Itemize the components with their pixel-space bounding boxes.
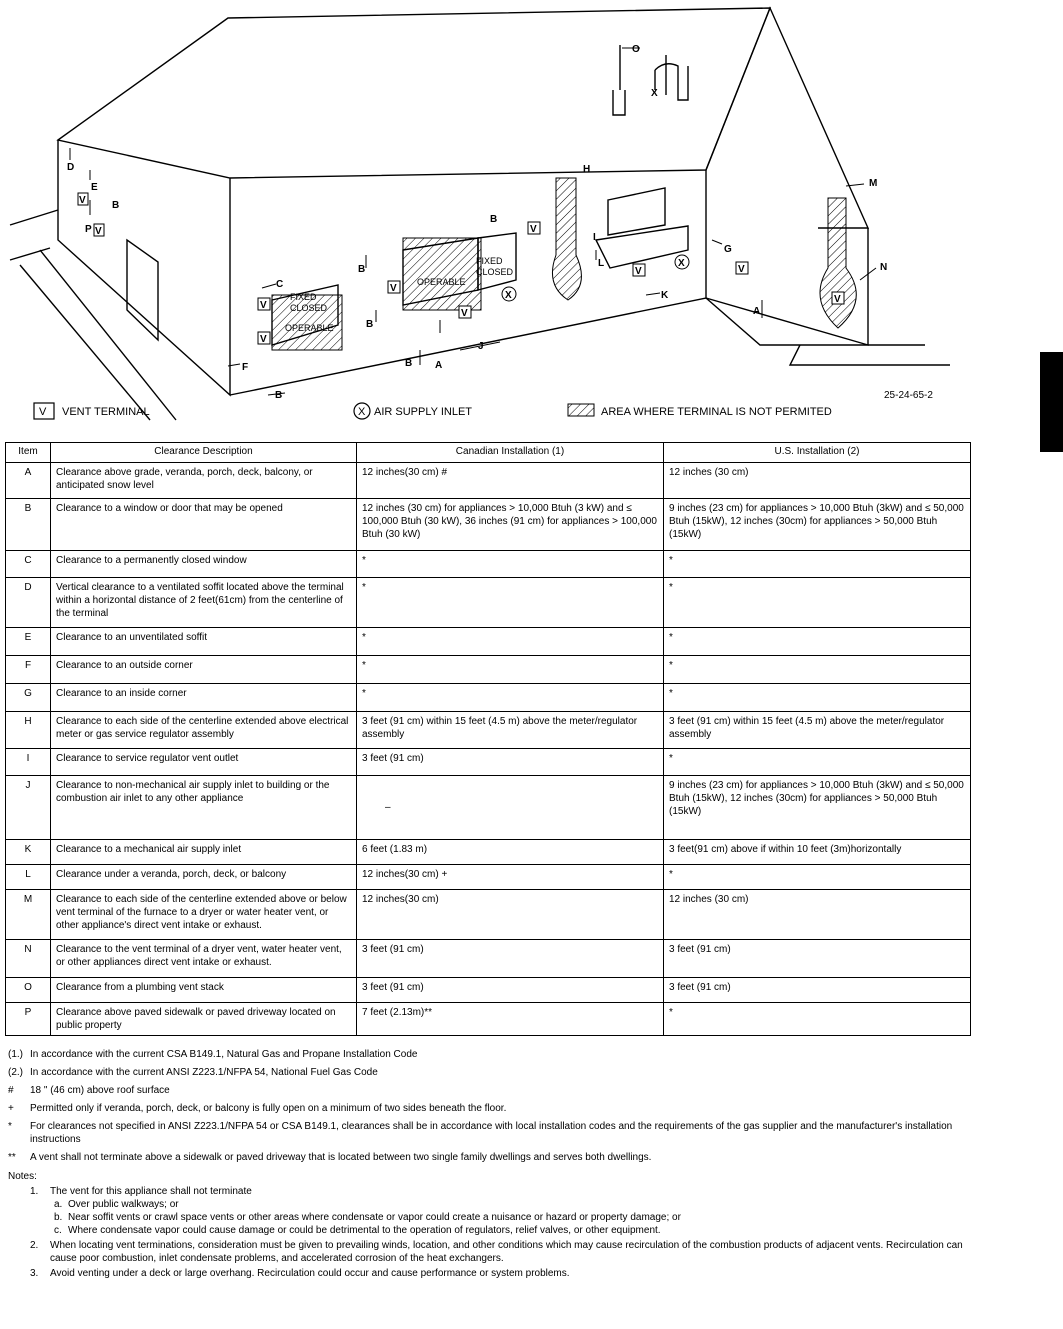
vent-symbol: V — [461, 308, 468, 319]
note-number: 1. — [30, 1186, 39, 1197]
description-cell: Clearance to a window or door that may be opened — [51, 499, 357, 551]
vent-symbol: V — [95, 226, 102, 237]
us-cell: * — [664, 551, 971, 578]
clearance-table — [5, 442, 971, 1036]
us-cell: 3 feet (91 cm) — [664, 940, 971, 978]
item-cell: E — [6, 628, 51, 656]
dim-letter-n: N — [880, 262, 888, 273]
description-cell: Clearance to the vent terminal of a dryer vent, water heater vent, or other appliances direct vent intake or exhaust. — [51, 940, 357, 978]
footnote — [8, 1102, 968, 1115]
item-cell: F — [6, 656, 51, 684]
dim-letter-b: B — [366, 319, 374, 330]
note-item — [30, 1267, 968, 1280]
col-header-item: Item — [6, 443, 51, 463]
table-row — [6, 499, 971, 551]
canadian-cell: 3 feet (91 cm) within 15 feet (4.5 m) above the meter/regulator assembly — [357, 712, 664, 749]
canadian-cell: 3 feet (91 cm) — [357, 940, 664, 978]
item-cell: L — [6, 865, 51, 890]
item-cell: N — [6, 940, 51, 978]
canadian-cell: 3 feet (91 cm) — [357, 978, 664, 1003]
table-row — [6, 463, 971, 499]
us-cell: 12 inches (30 cm) — [664, 890, 971, 940]
window-label-operable-1: OPERABLE — [285, 323, 334, 333]
item-cell: J — [6, 776, 51, 840]
dim-letter-l: L — [598, 258, 605, 269]
legend-air-symbol: X — [358, 406, 366, 418]
table-header-row — [6, 443, 971, 463]
table-row — [6, 628, 971, 656]
table-row — [6, 712, 971, 749]
description-cell: Clearance under a veranda, porch, deck, or balcony — [51, 865, 357, 890]
window-label-closed-1: CLOSED — [290, 303, 328, 313]
window-label-fixed-1: FIXED — [290, 292, 317, 302]
vent-clearance-diagram — [0, 0, 1063, 440]
canadian-cell: 12 inches(30 cm) + — [357, 865, 664, 890]
note-text: The vent for this appliance shall not terminate — [50, 1186, 252, 1197]
item-cell: K — [6, 840, 51, 865]
dim-letter-b: B — [358, 264, 366, 275]
canadian-cell: * — [357, 684, 664, 712]
description-cell: Clearance above paved sidewalk or paved driveway located on public property — [51, 1003, 357, 1036]
table-row — [6, 776, 971, 840]
item-cell: I — [6, 749, 51, 776]
item-cell: B — [6, 499, 51, 551]
canadian-cell: – — [357, 776, 664, 840]
col-header-description: Clearance Description — [51, 443, 357, 463]
description-cell: Clearance to each side of the centerline extended above electrical meter or gas service regulator assembly — [51, 712, 357, 749]
dim-letter-b: B — [490, 214, 498, 225]
vent-symbol: V — [834, 294, 841, 305]
us-cell: * — [664, 749, 971, 776]
dim-letter-i: I — [593, 232, 596, 243]
note-number: 2. — [30, 1240, 39, 1251]
figure-id: 25-24-65-2 — [884, 390, 933, 401]
note-text: Avoid venting under a deck or large overhang. Recirculation could occur and cause performance or system problems. — [50, 1268, 570, 1279]
canadian-cell: 12 inches(30 cm) # — [357, 463, 664, 499]
dim-letter-h: H — [583, 164, 591, 175]
dim-letter-b: B — [112, 200, 120, 211]
legend-area-label: AREA WHERE TERMINAL IS NOT PERMITED — [601, 406, 832, 418]
note-subitem-letter: a. — [54, 1199, 63, 1210]
legend-vent-label: VENT TERMINAL — [62, 406, 150, 418]
window-label-operable-2: OPERABLE — [417, 277, 466, 287]
notes-heading: Notes: — [8, 1171, 37, 1182]
description-cell: Vertical clearance to a ventilated soffit located above the terminal within a horizontal distance of 2 feet(61cm) from the centerline of the terminal — [51, 578, 357, 628]
note-text: When locating vent terminations, consideration must be given to prevailing winds, location, and other conditions which may cause recirculation of the combustion products of adjacent vents. Recirculation can cause poor combustion, inlet condensate problems, and accelerated corrosion of the heat exchangers. — [50, 1240, 963, 1264]
us-cell: * — [664, 628, 971, 656]
section-tab-marker — [1040, 352, 1063, 452]
us-cell: 9 inches (23 cm) for appliances > 10,000 Btuh (3kW) and ≤ 50,000 Btuh (15kW), 12 inches (30cm) for appliances > 50,000 Btuh (15kW) — [664, 776, 971, 840]
item-cell: D — [6, 578, 51, 628]
note-number: 3. — [30, 1268, 39, 1279]
dim-letter-b: B — [405, 358, 413, 369]
canadian-cell: * — [357, 551, 664, 578]
note-subitem-letter: c. — [54, 1225, 62, 1236]
footnote-mark: # — [8, 1085, 14, 1096]
footnote-text: In accordance with the current CSA B149.1, Natural Gas and Propane Installation Code — [30, 1049, 418, 1060]
footnote-mark: * — [8, 1121, 12, 1132]
footnote-mark: (2.) — [8, 1067, 23, 1078]
us-cell: * — [664, 1003, 971, 1036]
footnote-text: A vent shall not terminate above a sidewalk or paved driveway that is located between two single family dwellings and serves both dwellings. — [30, 1152, 652, 1163]
footnote-text: For clearances not specified in ANSI Z223.1/NFPA 54 or CSA B149.1, clearances shall be in accordance with local installation codes and the requirements of the gas supplier and the manufacturer's installation instructions — [30, 1121, 953, 1145]
dim-letter-g: G — [724, 244, 732, 255]
dim-letter-b: B — [275, 390, 283, 401]
canadian-cell: 12 inches (30 cm) for appliances > 10,000 Btuh (3 kW) and ≤ 100,000 Btuh (30 kW), 36 inches (91 cm) for appliances > 100,000 Btuh (30 kW) — [357, 499, 664, 551]
footnote — [8, 1120, 968, 1146]
dim-letter-c: C — [276, 279, 284, 290]
item-cell: H — [6, 712, 51, 749]
us-cell: * — [664, 865, 971, 890]
us-cell: 9 inches (23 cm) for appliances > 10,000 Btuh (3kW) and ≤ 50,000 Btuh (15kW), 12 inches (30cm) for appliances > 50,000 Btuh (15kW) — [664, 499, 971, 551]
dim-letter-a: A — [435, 360, 443, 371]
vent-symbol: V — [79, 195, 86, 206]
air-inlet-symbol: X — [678, 258, 685, 269]
air-inlet-symbol: X — [651, 88, 658, 99]
table-row — [6, 940, 971, 978]
description-cell: Clearance to each side of the centerline extended above or below vent terminal of the furnace to a dryer or water heater vent, or other appliance's direct vent intake or exhaust. — [51, 890, 357, 940]
vent-symbol: V — [390, 283, 397, 294]
item-cell: A — [6, 463, 51, 499]
description-cell: Clearance to a mechanical air supply inlet — [51, 840, 357, 865]
description-cell: Clearance above grade, veranda, porch, deck, balcony, or anticipated snow level — [51, 463, 357, 499]
note-subitem-letter: b. — [54, 1212, 63, 1223]
air-inlet-symbol: X — [505, 290, 512, 301]
window-label-fixed-2: FIXED — [476, 256, 503, 266]
note-item — [30, 1185, 968, 1198]
description-cell: Clearance to an unventilated soffit — [51, 628, 357, 656]
note-subitem-text: Near soffit vents or crawl space vents or other areas where condensate or vapor could create a nuisance or hazard or property damage; or — [68, 1212, 681, 1223]
footnotes-section — [8, 1048, 968, 1280]
description-cell: Clearance to a permanently closed window — [51, 551, 357, 578]
note-subitem — [54, 1224, 968, 1237]
canadian-cell: 3 feet (91 cm) — [357, 749, 664, 776]
dim-letter-e: E — [91, 182, 98, 193]
item-cell: G — [6, 684, 51, 712]
description-cell: Clearance to non-mechanical air supply inlet to building or the combustion air inlet to any other appliance — [51, 776, 357, 840]
us-cell: 3 feet(91 cm) above if within 10 feet (3m)horizontally — [664, 840, 971, 865]
canadian-cell: 7 feet (2.13m)** — [357, 1003, 664, 1036]
dim-letter-m: M — [869, 178, 878, 189]
description-cell: Clearance to an outside corner — [51, 656, 357, 684]
footnote — [8, 1084, 968, 1097]
col-header-us: U.S. Installation (2) — [664, 443, 971, 463]
item-cell: C — [6, 551, 51, 578]
table-row — [6, 865, 971, 890]
description-cell: Clearance from a plumbing vent stack — [51, 978, 357, 1003]
note-item — [30, 1239, 968, 1265]
dim-letter-a: A — [753, 306, 761, 317]
table-row — [6, 840, 971, 865]
footnote-text: Permitted only if veranda, porch, deck, or balcony is fully open on a minimum of two sides beneath the floor. — [30, 1103, 507, 1114]
note-subitem-text: Over public walkways; or — [68, 1199, 179, 1210]
note-subitem — [54, 1198, 968, 1211]
table-row — [6, 656, 971, 684]
table-row — [6, 1003, 971, 1036]
description-cell: Clearance to an inside corner — [51, 684, 357, 712]
footnote-mark: + — [8, 1103, 14, 1114]
table-row — [6, 578, 971, 628]
us-cell: * — [664, 684, 971, 712]
us-cell: * — [664, 656, 971, 684]
footnote-mark: (1.) — [8, 1049, 23, 1060]
table-row — [6, 749, 971, 776]
table-row — [6, 890, 971, 940]
us-cell: 12 inches (30 cm) — [664, 463, 971, 499]
table-row — [6, 978, 971, 1003]
footnote-mark: ** — [8, 1152, 16, 1163]
us-cell: 3 feet (91 cm) within 15 feet (4.5 m) above the meter/regulator assembly — [664, 712, 971, 749]
col-header-canadian: Canadian Installation (1) — [357, 443, 664, 463]
footnote-text: 18 " (46 cm) above roof surface — [30, 1085, 170, 1096]
footnote — [8, 1066, 968, 1079]
dim-letter-p: P — [85, 224, 92, 235]
window-label-closed-2: CLOSED — [476, 267, 514, 277]
vent-symbol: V — [530, 224, 537, 235]
item-cell: O — [6, 978, 51, 1003]
vent-symbol: V — [260, 334, 267, 345]
dim-letter-d: D — [67, 162, 75, 173]
canadian-cell: * — [357, 578, 664, 628]
canadian-cell: 6 feet (1.83 m) — [357, 840, 664, 865]
description-cell: Clearance to service regulator vent outlet — [51, 749, 357, 776]
item-cell: M — [6, 890, 51, 940]
canadian-cell: 12 inches(30 cm) — [357, 890, 664, 940]
dim-letter-j: J — [478, 341, 484, 352]
dim-letter-f: F — [242, 362, 249, 373]
note-subitem — [54, 1211, 968, 1224]
legend-air-label: AIR SUPPLY INLET — [374, 406, 473, 418]
canadian-cell: * — [357, 656, 664, 684]
legend-vent-symbol: V — [39, 406, 47, 418]
vent-symbol: V — [260, 300, 267, 311]
canadian-cell: * — [357, 628, 664, 656]
us-cell: * — [664, 578, 971, 628]
item-cell: P — [6, 1003, 51, 1036]
vent-symbol: V — [635, 266, 642, 277]
footnote — [8, 1048, 968, 1061]
footnote-text: In accordance with the current ANSI Z223.1/NFPA 54, National Fuel Gas Code — [30, 1067, 378, 1078]
dim-letter-o: O — [632, 44, 640, 55]
note-subitem-text: Where condensate vapor could cause damage or could be detrimental to the operation of regulators, relief valves, or other equipment. — [68, 1225, 661, 1236]
table-row — [6, 551, 971, 578]
dim-letter-k: K — [661, 290, 669, 301]
table-row — [6, 684, 971, 712]
us-cell: 3 feet (91 cm) — [664, 978, 971, 1003]
footnote — [8, 1151, 968, 1164]
vent-symbol: V — [738, 264, 745, 275]
